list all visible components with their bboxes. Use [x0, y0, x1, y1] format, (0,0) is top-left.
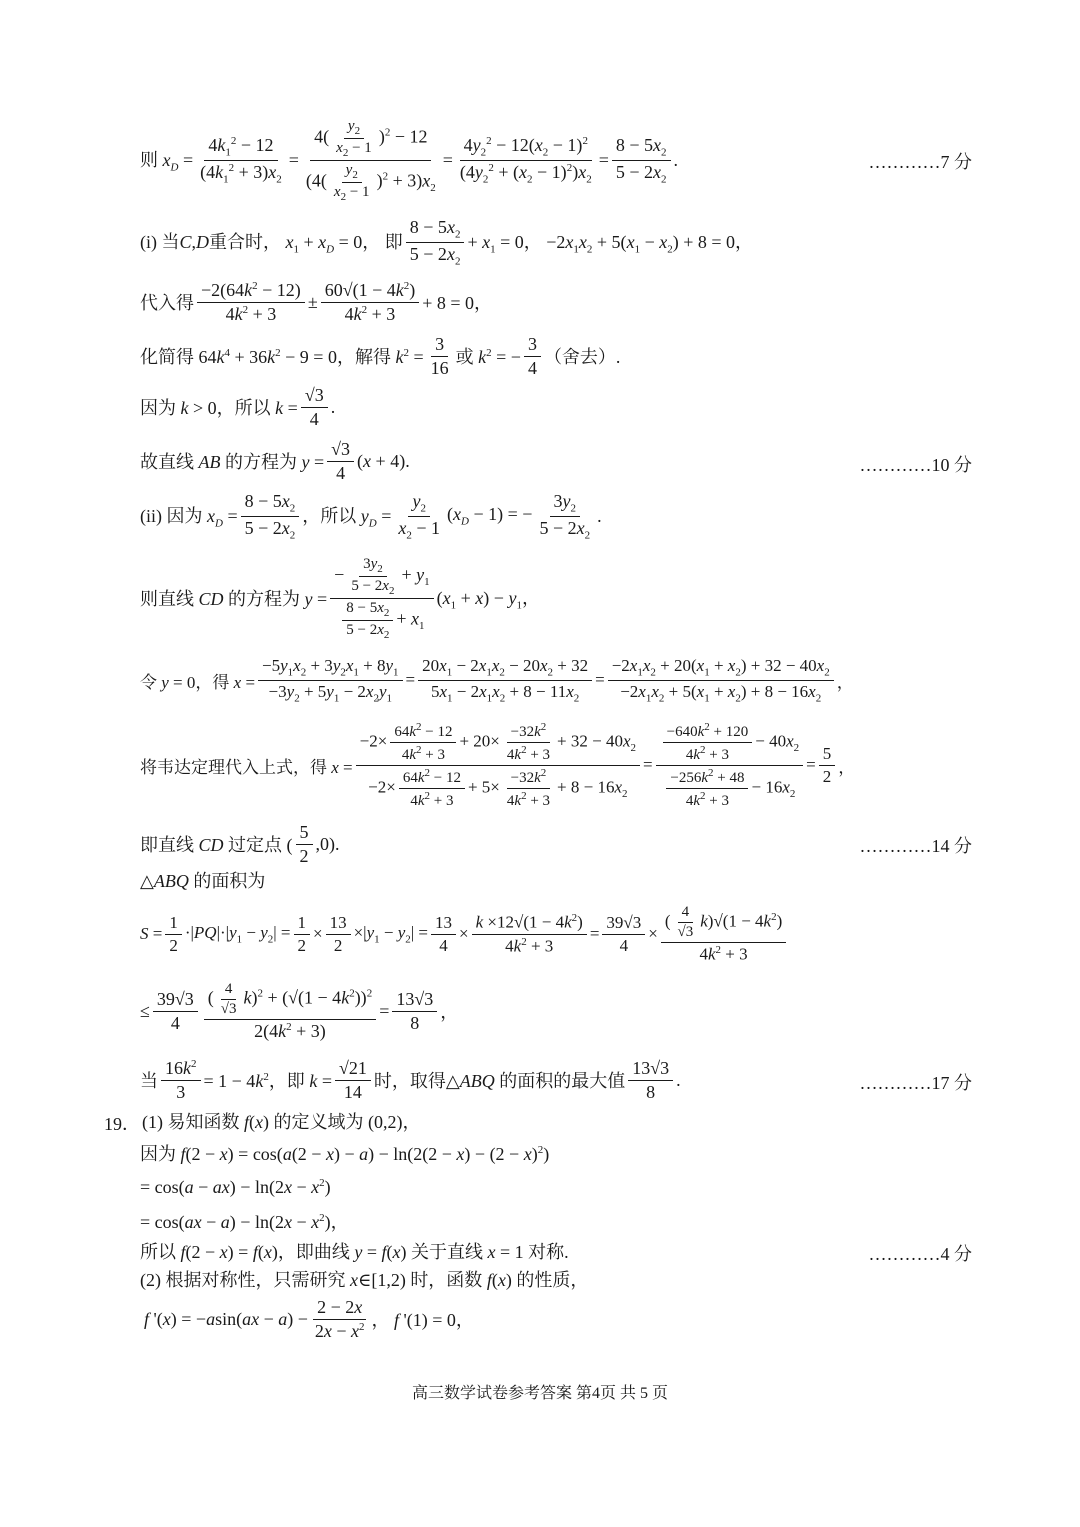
- line-2: (i) 当C,D重合时， $x_1 + x_D = 0$， 即 $8 - 5x_2$ $5 - 2x_2$ + $x_1 = 0$， $-2x_1x_2 + 5(x_1 - x_2) + 8 = 0$，: [140, 216, 754, 268]
- line-13: S = $\frac{1}{2}$ $\cdot|PQ|\cdot|y_1 - y_2|$ = $\frac{1}{2}$ × $\frac{13}{2}$ $\times|y_1 - y_2|$ = $\frac{13}{4}$ × $\frac{k \times 12√(1 - 4k^2)}{4k^2 + 3}$ = $\frac{39√3}{4}$ × ( $\frac{4}{√3}$ $k)√(1 - 4k^2)$ $4k^2 + 3$: [140, 898, 980, 970]
- line-1: 则 $x_D$ = $\frac{4k_1^2 - 12}{(4k_1^2 + 3)x_2}$ = 4( $\frac{y_2}{x_2 - 1}$ )$^2$ − 12 (4( $\frac{y_2}{x_2 - 1}$ )$^2 + 3)x_2$ = $\frac{4y_2^2 - 12(x_2 - 1)^2}{(4y_2^2 + (x_2 - 1)^2)x_2}$ = $\frac{8 - 5x_2}{5 - 2x_2}$ .: [140, 117, 678, 203]
- score-14: …………14 分: [859, 836, 972, 856]
- line-17: 因为 $f(2 - x) = \cos(a(2 - x) - a) - \ln(2(2 - x) - (2 - x)^2)$: [140, 1144, 550, 1164]
- line-14: ≤ $\frac{39√3}{4}$ ( $\frac{4}{√3}$ $k)^2 + (√(1 - 4k^2))^2$ $2(4k^2 + 3)$ = $\frac{13√3}{8}$ ，: [140, 980, 459, 1041]
- line-10: 将韦达定理代入上式，得 x = −2× $\frac{64k^2 - 12}{4k^2 + 3}$ + 20× $\frac{-32k^2}{4k^2 + 3}$ + $32 - 40x_2$ −2× $\frac{64k^2 - 12}{4k^2 + 3}$ + 5× $\frac{-32k^2}{4k^2 + 3}$ + $8 - 16x_2$ = $\frac{-640k^2 + 120}{4k^2 + 3}$ − $40x_2$ $\frac{-256k^2 + 48}{4k^2 + 3}$ − $16x_2$ = $\frac{5}{2}$ ，: [140, 720, 856, 809]
- line-19: = $\cos(ax - a) - \ln(2x - x^2)$，: [140, 1212, 349, 1232]
- line-18: = $\cos(a - ax) - \ln(2x - x^2)$: [140, 1176, 331, 1197]
- line-22: f '(x) = −asin(ax − a) − $\frac{2 - 2x}{2x - x^2}$ ， f '(1) = 0，: [144, 1296, 474, 1341]
- score-10: …………10 分: [859, 455, 972, 475]
- line-20: 所以 f(2 − x) = f(x)，即曲线 y = f(x) 关于直线 x = 1 对称.: [140, 1242, 569, 1262]
- score-7: …………7 分: [868, 152, 972, 172]
- line-5: 因为 k > 0，所以 k = $\frac{√3}{4}$ .: [140, 384, 336, 429]
- line-16: (1) 易知函数 f(x) 的定义域为 (0,2)，: [142, 1112, 421, 1132]
- line-8: 则直线 CD 的方程为 y = − $\frac{3y_2}{5 - 2x_2}$ + $y_1$ $\frac{8 - 5x_2}{5 - 2x_2}$ + $x_1$ $(x_1 + x) - y_1$，: [140, 555, 540, 641]
- line-6: 故直线 AB 的方程为 y = $\frac{√3}{4}$ (x + 4).: [140, 438, 410, 483]
- score-4: …………4 分: [868, 1244, 972, 1264]
- line-4: 化简得 $64k^4 + 36k^2 - 9 = 0$，解得 $k^2$ = $\frac{3}{16}$ 或 $k^2$ = − $\frac{3}{4}$ （舍去）.: [140, 333, 621, 378]
- question-19-number: 19．: [104, 1114, 140, 1134]
- line-3: 代入得 $-2(64k^2 - 12)$ $4k^2 + 3$ ± $\frac{60√(1 - 4k^2)}{4k^2 + 3}$ + 8 = 0，: [140, 279, 493, 324]
- line-7: (ii) 因为 $x_D$ = $\frac{8 - 5x_2}{5 - 2x_2}$ ，所以 $y_D$ = $\frac{y_2}{x_2 - 1}$ $(x_D - 1)$ = − $\frac{3y_2}{5 - 2x_2}$ .: [140, 490, 602, 542]
- line-21: (2) 根据对称性，只需研究 x∈[1,2) 时，函数 f(x) 的性质，: [140, 1270, 589, 1290]
- page-footer: 高三数学试卷参考答案 第4页 共 5 页: [411, 1385, 668, 1402]
- line-9: 令 y = 0，得 x = $\frac{-5y_1x_2 + 3y_2x_1 + 8y_1}{-3y_2 + 5y_1 - 2x_2y_1}$ = $\frac{20x_1 - 2x_1x_2 - 20x_2 + 32}{5x_1 - 2x_1x_2 + 8 - 11x_2}$ = $\frac{-2x_1x_2 + 20(x_1 + x_2) + 32 - 40x_2}{-2x_1x_2 + 5(x_1 + x_2) + 8 - 16x_2}$ ，: [140, 656, 854, 704]
- score-17: …………17 分: [859, 1073, 972, 1093]
- line-15: 当 $\frac{16k^2}{3}$ = $1 - 4k^2$，即 k = $\frac{√21}{14}$ 时，取得△ABQ 的面积的最大值 13√3 8 .: [140, 1057, 681, 1102]
- line-12: △ABQ 的面积为: [140, 871, 266, 891]
- line-11: 即直线 CD 过定点 ( 5 2 ,0).: [140, 821, 340, 866]
